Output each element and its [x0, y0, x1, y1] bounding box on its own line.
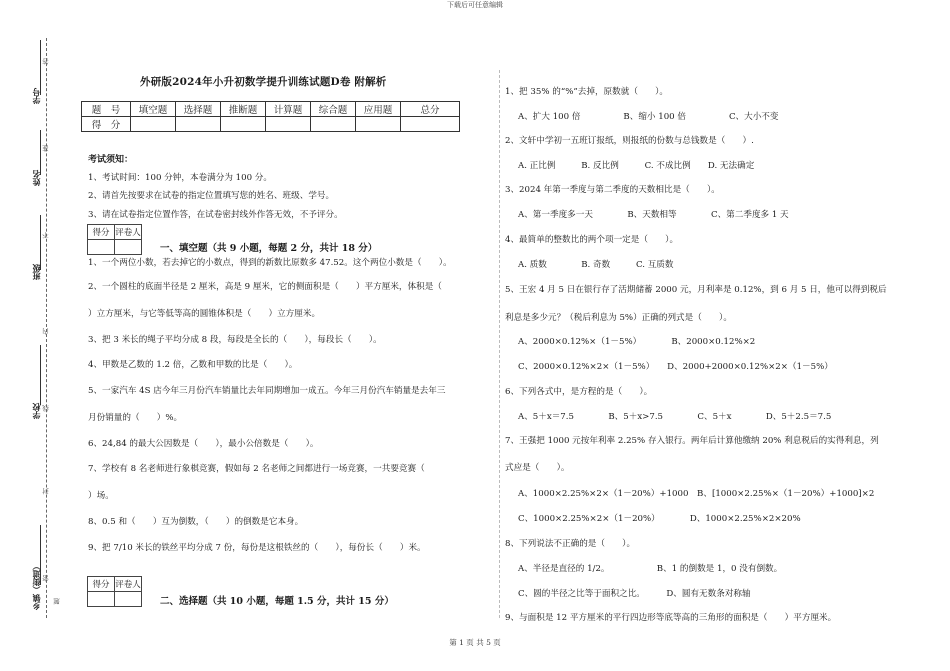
score-cell[interactable]: [131, 117, 176, 132]
notice-item: 3、请在试卷指定位置作答，在试卷密封线外作答无效，不予评分。: [88, 210, 343, 220]
header-cell: 计算题: [266, 102, 311, 117]
seal-mark: 内: [42, 328, 50, 335]
seal-mark: 线: [42, 405, 50, 412]
question-line: 3、2024 年第一季度与第二季度的天数相比是（ ）。: [505, 185, 720, 195]
score-cell[interactable]: [221, 117, 266, 132]
option-line: A、扩大 100 倍 B、缩小 100 倍 C、大小不变: [518, 112, 779, 122]
question-line: 5、王宏 4 月 5 日在银行存了活期储蓄 2000 元，月利率是 0.12%，到 6 月 5 日，他可以得到税后: [505, 285, 887, 295]
question-line: 8、下列说法不正确的是（ ）。: [505, 539, 636, 549]
question-line: ）场。: [88, 491, 114, 501]
township-label: 乡镇（街道）: [31, 562, 41, 610]
notice-item: 2、请首先按要求在试卷的指定位置填写您的姓名、班级、学号。: [88, 191, 335, 201]
scorer-score-cell[interactable]: [88, 592, 115, 607]
question-line: ）立方厘米，与它等低等高的圆锥体积是（ ）立方厘米。: [88, 309, 321, 319]
scorer-grader-label: 评卷人: [115, 577, 142, 592]
question-line: 2、文轩中学初一五班订报纸，则报纸的份数与总钱数是（ ）.: [505, 136, 754, 146]
student-id-field[interactable]: [40, 40, 41, 95]
question-line: 利息是多少元？（税后利息为 5%）正确的列式是（ ）。: [505, 313, 732, 323]
option-line: A. 正比例 B. 反比例 C. 不成比例 D. 无法确定: [518, 161, 755, 171]
scorer-score-label: 得分: [88, 225, 115, 240]
option-line: A、1000×2.25%×2×（1－20%）+1000 B、[1000×2.25%×（1－20%）+1000]×2: [518, 489, 875, 499]
name-label: 姓名: [31, 170, 41, 186]
paper-title: 外研版2024年小升初数学提升训练试题D卷 附解析: [140, 76, 387, 88]
question-line: 1、一个两位小数，若去掉它的小数点，得到的新数比原数多 47.52。这个两位小数是（ ）。: [88, 258, 452, 268]
option-line: A、第一季度多一天 B、天数相等 C、第二季度多 1 天: [518, 210, 789, 220]
scorer-box: [87, 224, 142, 255]
section-heading: 一、填空题（共 9 小题，每题 2 分，共计 18 分）: [160, 243, 378, 254]
seal-mark: 封: [42, 488, 50, 495]
score-row-label: 得 分: [82, 117, 131, 132]
scorer-box: [87, 576, 142, 607]
class-label: 班级: [31, 264, 41, 280]
header-cell: 题 号: [82, 102, 131, 117]
score-cell[interactable]: [311, 117, 356, 132]
question-line: 式应是（ ）。: [505, 463, 570, 473]
scorer-grader-cell[interactable]: [115, 592, 142, 607]
option-line: C、2000×0.12%×2×（1－5%） D、2000+2000×0.12%×2×（1－5%）: [518, 362, 833, 372]
score-cell[interactable]: [356, 117, 401, 132]
question-line: 8、0.5 和（ ）互为倒数，（ ）的倒数是它本身。: [88, 517, 304, 527]
question-line: 3、把 3 米长的绳子平均分成 8 段，每段是全长的（ ），每段长（ ）。: [88, 335, 382, 345]
question-line: 5、一家汽车 4S 店今年三月份汽车销量比去年同期增加一成五。今年三月份汽车销量是去年三: [88, 386, 446, 396]
seal-mark: 答: [42, 58, 50, 65]
school-label: 学校: [31, 403, 41, 419]
notice-item: 1、考试时间：100 分钟，本卷满分为 100 分。: [88, 173, 272, 183]
question-line: 6、24,84 的最大公因数是（ ），最小公倍数是（ ）。: [88, 439, 319, 449]
school-field[interactable]: [40, 345, 41, 405]
scorer-score-label: 得分: [88, 577, 115, 592]
question-line: 9、把 7/10 米长的铁丝平均分成 7 份，每份是这根铁丝的（ ），每份长（ ）米。: [88, 543, 426, 553]
header-cell: 填空题: [131, 102, 176, 117]
option-line: A、半径是直径的 1/2。 B、1 的倒数是 1，0 没有倒数。: [518, 564, 783, 574]
seal-mark: 密: [42, 575, 50, 582]
name-field[interactable]: [40, 130, 41, 175]
question-line: 2、一个圆柱的底面半径是 2 厘米，高是 9 厘米，它的侧面积是（ ）平方厘米，体积是（: [88, 282, 442, 292]
column-divider: [499, 70, 500, 618]
question-line: 1、把 35% 的“%”去掉，原数就（ ）。: [505, 87, 668, 97]
score-table-header-row: [82, 102, 460, 117]
question-line: 4、最简单的整数比的两个项一定是（ ）。: [505, 235, 679, 245]
option-line: C、1000×2.25%×2×（1－20%） D、1000×2.25%×2×20%: [518, 514, 801, 524]
score-cell[interactable]: [266, 117, 311, 132]
question-line: 7、学校有 8 名老师进行象棋竞赛，假如每 2 名老师之间都进行一场竞赛，一共要竞赛（: [88, 464, 425, 474]
scorer-grader-cell[interactable]: [115, 240, 142, 255]
score-table-score-row: [82, 117, 460, 132]
header-cell: 推断题: [221, 102, 266, 117]
option-line: A、5＋x＝7.5 B、5＋x>7.5 C、5＋x D、5＋2.5＝7.5: [518, 412, 832, 422]
header-note: 下载后可任意编辑: [447, 1, 503, 9]
notice-title: 考试须知：: [88, 155, 134, 165]
scorer-grader-label: 评卷人: [115, 225, 142, 240]
page-footer: 第 1 页 共 5 页: [449, 638, 501, 647]
seal-mark: 题: [53, 598, 61, 605]
question-line: 月份销量的（ ）%。: [88, 413, 183, 423]
class-field[interactable]: [40, 215, 41, 270]
option-line: A、2000×0.12%×（1－5%） B、2000×0.12%×2: [518, 337, 756, 347]
seal-mark: 准: [42, 145, 50, 152]
header-cell: 总分: [401, 102, 460, 117]
scorer-score-cell[interactable]: [88, 240, 115, 255]
question-line: 9、与面积是 12 平方厘米的平行四边形等底等高的三角形的面积是（ ）平方厘米。: [505, 613, 837, 623]
section-heading: 二、选择题（共 10 小题，每题 1.5 分，共计 15 分）: [160, 596, 394, 607]
question-line: 6、下列各式中，是方程的是（ ）。: [505, 387, 653, 397]
header-cell: 应用题: [356, 102, 401, 117]
score-cell[interactable]: [401, 117, 460, 132]
score-cell[interactable]: [176, 117, 221, 132]
question-line: 4、甲数是乙数的 1.2 倍，乙数和甲数的比是（ ）。: [88, 360, 298, 370]
header-cell: 选择题: [176, 102, 221, 117]
option-line: C、圆的半径之比等于面积之比。 D、圆有无数条对称轴: [518, 589, 751, 599]
option-line: A. 质数 B. 奇数 C. 互质数: [518, 260, 674, 270]
question-line: 7、王强把 1000 元按年利率 2.25% 存入银行。两年后计算他缴纳 20% 利息税后的实得利息，列: [505, 436, 879, 446]
header-cell: 综合题: [311, 102, 356, 117]
seal-mark: 不: [42, 232, 50, 239]
student-id-label: 学号: [31, 88, 41, 104]
score-table: [81, 101, 460, 132]
